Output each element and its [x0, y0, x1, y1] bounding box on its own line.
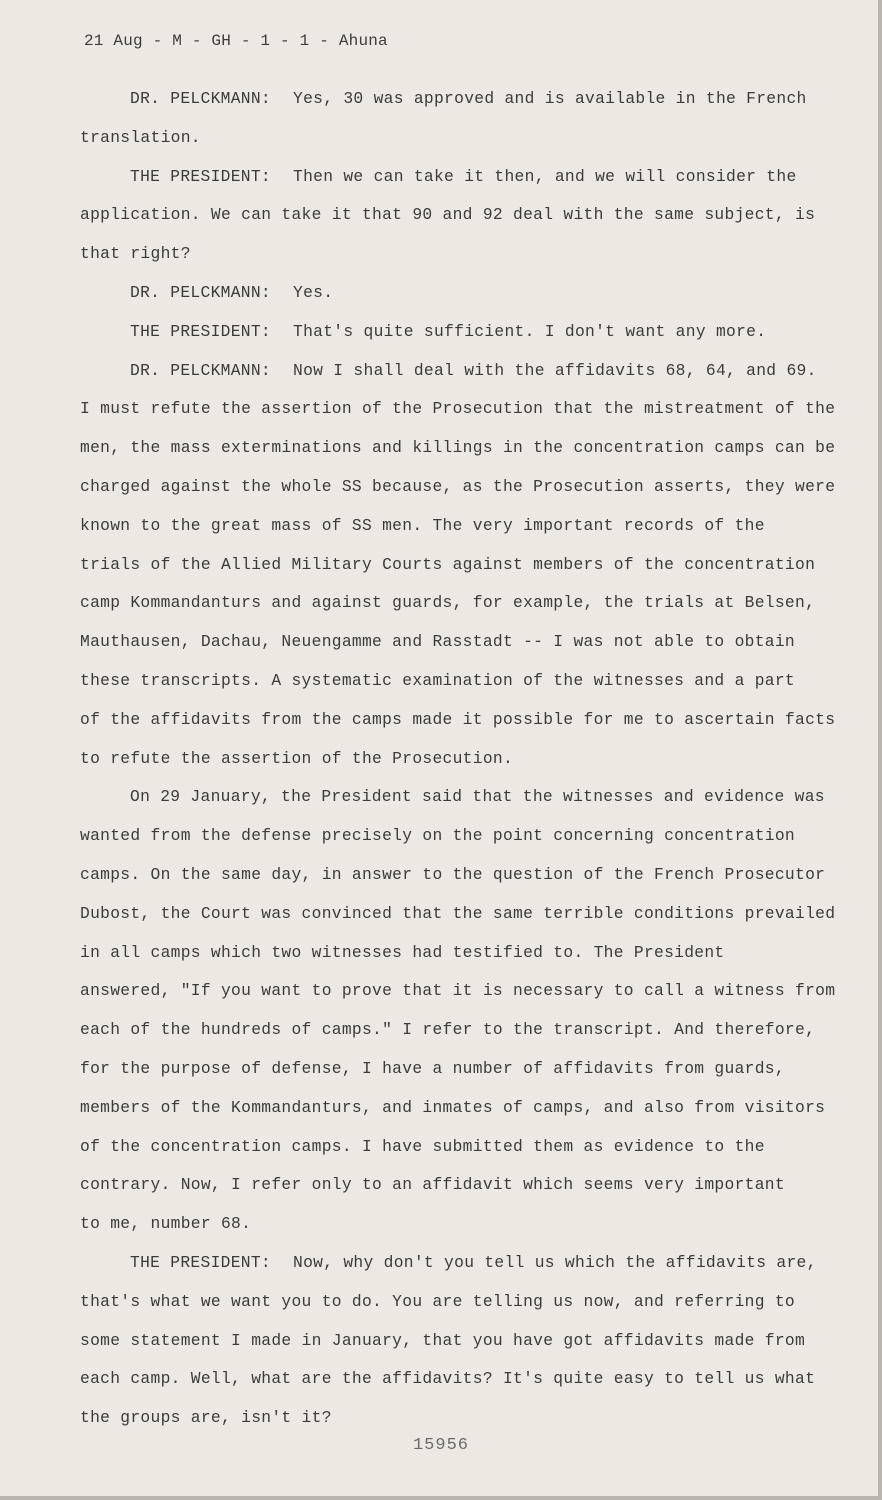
- speaker-label: DR. PELCKMANN:: [130, 360, 271, 380]
- transcript-line: [80, 1283, 810, 1322]
- line-text: camps. On the same day, in answer to the question of the French Prosecutor: [80, 864, 826, 884]
- line-text: That's quite sufficient. I don't want any more.: [293, 321, 767, 341]
- line-text: known to the great mass of SS men. The very important records of the: [80, 515, 765, 535]
- line-text: Then we can take it then, and we will consider the: [293, 166, 797, 186]
- transcript-line: [80, 1128, 810, 1167]
- transcript-line: [80, 856, 826, 895]
- line-text: men, the mass exterminations and killings in the concentration camps can be: [80, 438, 836, 458]
- line-text: camp Kommandanturs and against guards, for example, the trials at Belsen,: [80, 593, 816, 613]
- line-text: Dubost, the Court was convinced that the same terrible conditions prevailed: [80, 903, 836, 923]
- line-text: trials of the Allied Military Courts against members of the concentration: [80, 554, 816, 574]
- line-text: wanted from the defense precisely on the point concerning concentration: [80, 826, 795, 846]
- line-text: I must refute the assertion of the Prosecution that the mistreatment of the: [80, 399, 836, 419]
- line-text: these transcripts. A systematic examination of the witnesses and a part: [80, 670, 795, 690]
- transcript-line: [80, 934, 810, 973]
- transcript-line: [80, 119, 810, 158]
- transcript-line: [80, 972, 836, 1011]
- transcript-line: [80, 1089, 826, 1128]
- line-text: that's what we want you to do. You are telling us now, and referring to: [80, 1291, 795, 1311]
- speaker-label: THE PRESIDENT:: [130, 1252, 271, 1272]
- transcript-line: [80, 468, 836, 507]
- transcript-line: [80, 196, 816, 235]
- line-text: Mauthausen, Dachau, Neuengamme and Rasstadt -- I was not able to obtain: [80, 632, 795, 652]
- transcript-line: [80, 507, 810, 546]
- transcript-line: [80, 1360, 816, 1399]
- transcript-line: [80, 623, 810, 662]
- transcript-line: [80, 895, 836, 934]
- line-text: that right?: [80, 244, 191, 264]
- transcript-line: [80, 662, 810, 701]
- line-text: application. We can take it that 90 and 92 deal with the same subject, is: [80, 205, 816, 225]
- line-text: translation.: [80, 127, 201, 147]
- transcript-line: [80, 701, 836, 740]
- transcript-line: [80, 778, 825, 817]
- line-text: each of the hundreds of camps." I refer to the transcript. And therefore,: [80, 1020, 816, 1040]
- speaker-label: DR. PELCKMANN:: [130, 282, 271, 302]
- transcript-line: [80, 80, 810, 119]
- transcript-line: [80, 390, 836, 429]
- transcript-line: [80, 274, 810, 313]
- transcript-line: [80, 1244, 817, 1283]
- line-text: charged against the whole SS because, as the Prosecution asserts, they were: [80, 476, 836, 496]
- speaker-label: DR. PELCKMANN:: [130, 89, 271, 108]
- transcript-line: [80, 235, 810, 274]
- speaker-label: THE PRESIDENT:: [130, 166, 271, 186]
- line-text: to refute the assertion of the Prosecution.: [80, 748, 514, 768]
- line-text: of the concentration camps. I have submitted them as evidence to the: [80, 1136, 765, 1156]
- line-text: in all camps which two witnesses had testified to. The President: [80, 942, 725, 962]
- transcript-body: [80, 80, 836, 1438]
- line-text: some statement I made in January, that you have got affidavits made from: [80, 1330, 806, 1350]
- transcript-line: [80, 352, 817, 391]
- line-text: answered, "If you want to prove that it is necessary to call a witness from: [80, 981, 836, 1001]
- line-text: for the purpose of defense, I have a number of affidavits from guards,: [80, 1058, 785, 1078]
- line-text: Now I shall deal with the affidavits 68, 64, and 69.: [293, 360, 817, 380]
- transcript-line: [80, 584, 816, 623]
- transcript-line: [80, 429, 836, 468]
- transcript-line: [80, 158, 810, 197]
- transcript-line: [80, 1166, 810, 1205]
- line-text: On 29 January, the President said that the witnesses and evidence was: [130, 787, 825, 807]
- transcript-line: [80, 1399, 810, 1438]
- page-header: 21 Aug - M - GH - 1 - 1 - Ahuna: [84, 32, 388, 50]
- transcript-line: [80, 313, 810, 352]
- transcript-line: [80, 817, 810, 856]
- transcript-line: [80, 740, 810, 779]
- page-number: 15956: [412, 1436, 469, 1455]
- line-text: contrary. Now, I refer only to an affidavit which seems very important: [80, 1175, 785, 1195]
- line-text: the groups are, isn't it?: [80, 1408, 332, 1428]
- line-text: Yes, 30 was approved and is available in the French: [293, 89, 807, 108]
- line-text: each camp. Well, what are the affidavits? It's quite easy to tell us what: [80, 1369, 816, 1389]
- transcript-line: [80, 1011, 816, 1050]
- line-text: to me, number 68.: [80, 1214, 252, 1234]
- line-text: members of the Kommandanturs, and inmates of camps, and also from visitors: [80, 1097, 826, 1117]
- speaker-label: THE PRESIDENT:: [130, 321, 271, 341]
- line-text: Now, why don't you tell us which the affidavits are,: [293, 1252, 817, 1272]
- line-text: Yes.: [293, 282, 334, 302]
- transcript-line: [80, 1322, 810, 1361]
- transcript-line: [80, 1205, 810, 1244]
- transcript-line: [80, 546, 816, 585]
- transcript-line: [80, 1050, 810, 1089]
- line-text: of the affidavits from the camps made it possible for me to ascertain facts: [80, 709, 836, 729]
